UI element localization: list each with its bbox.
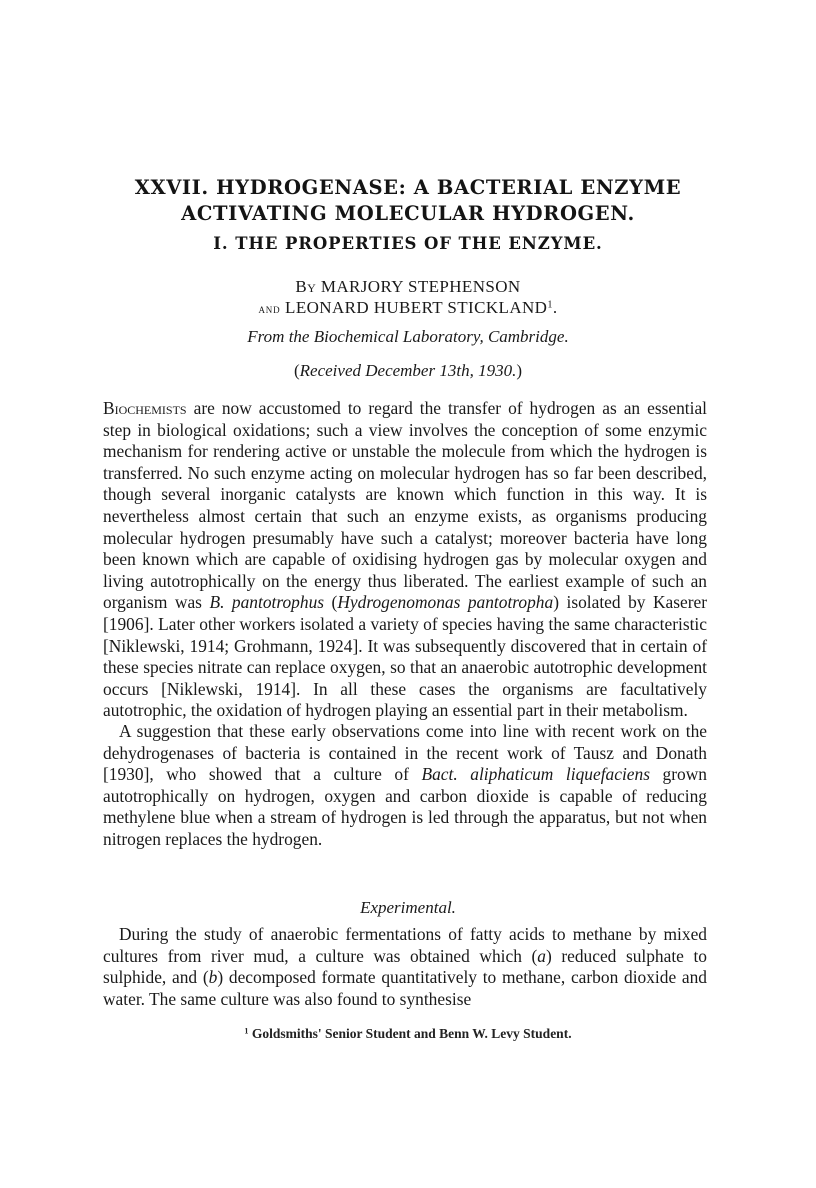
paragraph-text: ) decomposed formate quantitatively to methane, carbon dioxide and water. The same culture was also found to synthesise xyxy=(103,967,707,1009)
author-name-2: LEONARD HUBERT STICKLAND xyxy=(285,298,548,317)
paragraph-text: ) reduced sulphate to sulphide, and ( xyxy=(103,945,707,988)
species-name: Hydrogenomonas pantotropha xyxy=(337,592,554,613)
received-text: Received December 13th, 1930. xyxy=(299,361,517,380)
received-date xyxy=(0,361,816,381)
footnote xyxy=(0,1026,816,1042)
paragraph-text: ( xyxy=(324,592,338,613)
paragraph-text: A suggestion that these early observations come into line with recent work on the dehydrogenases of bacteria is contained in the recent work of Tausz and Donath [1930], who showed that a culture of xyxy=(103,721,707,785)
paragraph-text: During the study of anaerobic fermentations of fatty acids to methane by mixed cultures from river mud, a culture was obtained which ( xyxy=(103,924,707,966)
paragraph-text: ) isolated by Kaserer [1906]. Later other workers isolated a variety of species having the same characteristic [Niklewski, 1914; Grohmann, 1924]. It was subsequently discovered that in certain of these species nitrate can replace oxygen, so that an anaerobic autotrophic development occurs [Niklewski, 1914]. In all these cases the organisms are facultatively autotrophic, the oxidation of hydrogen playing an essential part in their metabolism. xyxy=(103,592,708,721)
paragraph-text: are now accustomed to regard the transfer of hydrogen as an essential step in biological oxidations; such a view involves the conception of some enzymic mechanism for rendering active or unstable the molecule from which the hydrogen is transferred. No such enzyme acting on molecular hydrogen has so far been described, though several inorganic catalysts are known which function in this way. It is nevertheless almost certain that such an enzyme exists, as organisms producing molecular hydrogen presumably have such a catalyst; moreover bacteria have long been known which are capable of oxidising hydrogen gas by molecular oxygen and living autotrophically on the energy thus liberated. The earliest example of such an organism was xyxy=(103,398,707,613)
byline-author-1 xyxy=(0,277,816,297)
lead-word: Biochemists xyxy=(103,398,187,418)
affiliation: From the Biochemical Laboratory, Cambridge. xyxy=(247,327,569,346)
section-heading-experimental: Experimental. xyxy=(360,898,456,917)
paragraph-experimental xyxy=(103,924,707,1010)
and-word: and xyxy=(258,301,281,316)
species-name: Bact. aliphaticum liquefaciens xyxy=(421,764,650,785)
paragraph-text: grown autotrophically on hydrogen, oxygen and carbon dioxide is capable of reducing methylene blue when a stream of hydrogen is led through the apparatus, but not when nitrogen replaces the hydrogen. xyxy=(103,764,707,849)
paragraph-suggestion xyxy=(103,721,707,851)
byline-period: . xyxy=(552,298,558,317)
paren-open: ( xyxy=(293,361,300,380)
paragraph-introduction xyxy=(103,398,707,722)
byline-author-2 xyxy=(0,298,816,318)
article-subtitle: I. THE PROPERTIES OF THE ENZYME. xyxy=(213,234,603,253)
item-label: a xyxy=(537,945,546,966)
paren-close: ) xyxy=(516,361,522,380)
footnote-mark: 1 xyxy=(547,299,553,311)
by-word: By xyxy=(295,277,317,296)
footnote-number: 1 xyxy=(244,1026,249,1036)
article-title-line-2: ACTIVATING MOLECULAR HYDROGEN. xyxy=(181,202,635,225)
article-title-line-1: XXVII. HYDROGENASE: A BACTERIAL ENZYME xyxy=(134,176,682,199)
author-name-1: MARJORY STEPHENSON xyxy=(320,277,521,296)
footnote-text: Goldsmiths' Senior Student and Benn W. Levy Student. xyxy=(248,1026,572,1041)
item-label: b xyxy=(208,967,218,988)
species-name: B. pantotrophus xyxy=(209,592,325,613)
